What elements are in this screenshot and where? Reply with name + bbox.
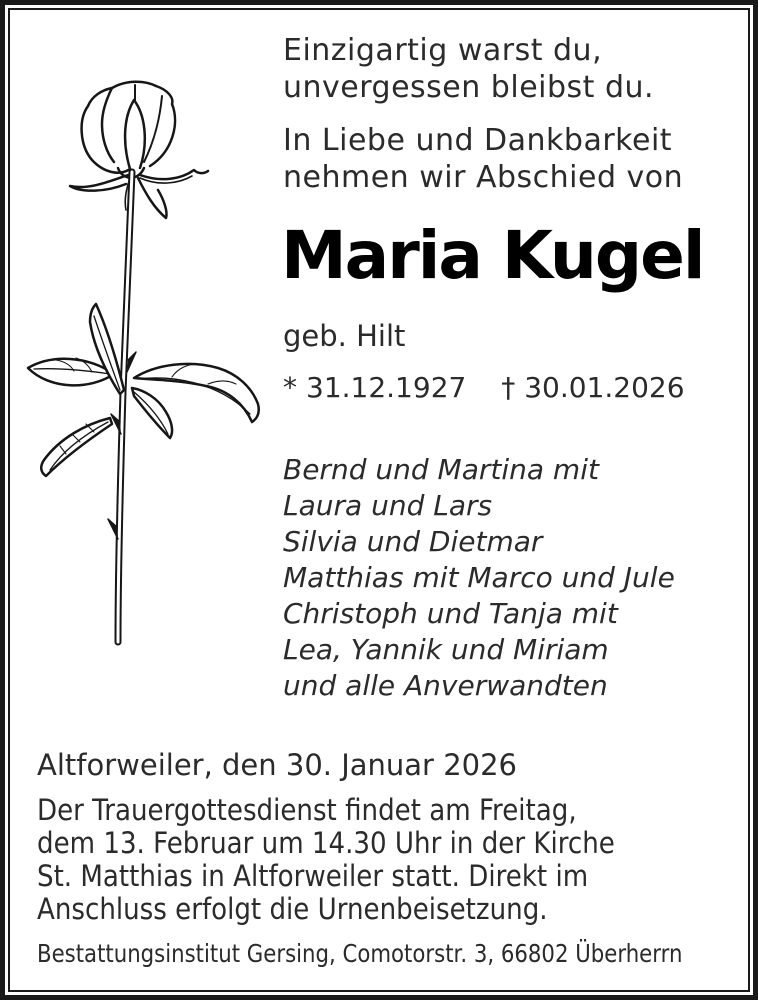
birth-date: 31.12.1927 — [306, 371, 467, 404]
mourners-line: Silvia und Dietmar — [283, 525, 543, 558]
intro-line: nehmen wir Abschied von — [283, 160, 684, 195]
rose-sepal — [138, 178, 167, 218]
birth-date-group — [283, 371, 475, 404]
death-date-group — [501, 371, 684, 404]
intro-block — [283, 122, 683, 196]
rose-petal — [125, 100, 145, 169]
mourners-line: Christoph und Tanja mit — [283, 597, 618, 630]
mourners-line: Lea, Yannik und Miriam — [283, 633, 609, 666]
rose-petal — [88, 88, 114, 162]
mourners-line: und alle Anverwandten — [283, 669, 608, 702]
rose-petal — [82, 106, 130, 173]
rose-sepal — [140, 170, 208, 179]
place-date-line: Altforweiler, den 30. Januar 2026 — [37, 748, 518, 782]
rose-thorn — [127, 352, 136, 372]
birth-star-symbol: * — [283, 371, 297, 404]
service-line: St. Matthias in Altforweiler statt. Direkt im — [37, 859, 589, 893]
rose-sepal — [70, 175, 128, 191]
quote-line: Einzigartig warst du, — [283, 33, 603, 68]
death-date: 30.01.2026 — [524, 371, 685, 404]
service-line: dem 13. Februar um 14.30 Uhr in der Kirche — [37, 826, 615, 860]
deceased-name: Maria Kugel — [281, 217, 704, 294]
rose-petal — [144, 96, 162, 162]
service-line: Anschluss erfolgt die Urnenbeisetzung. — [37, 892, 548, 926]
service-line: Der Trauergottesdienst findet am Freitag, — [37, 793, 577, 827]
death-cross-symbol: † — [501, 371, 516, 404]
mourners-line: Bernd und Martina mit — [283, 453, 599, 486]
maiden-name: geb. Hilt — [283, 319, 406, 353]
quote-block — [283, 32, 654, 106]
rose-icon — [22, 72, 272, 657]
intro-line: In Liebe und Dankbarkeit — [283, 123, 673, 158]
mourners-block — [283, 452, 675, 704]
obituary-card — [8, 8, 750, 992]
quote-line: unvergessen bleibst du. — [283, 70, 655, 105]
mourners-line: Matthias mit Marco und Jule — [283, 561, 675, 594]
life-dates — [283, 370, 685, 406]
mourners-line: Laura und Lars — [283, 489, 493, 522]
funeral-home-line: Bestattungsinstitut Gersing, Comotorstr. 3, 66802 Überherrn — [37, 939, 683, 968]
service-block — [37, 794, 615, 926]
